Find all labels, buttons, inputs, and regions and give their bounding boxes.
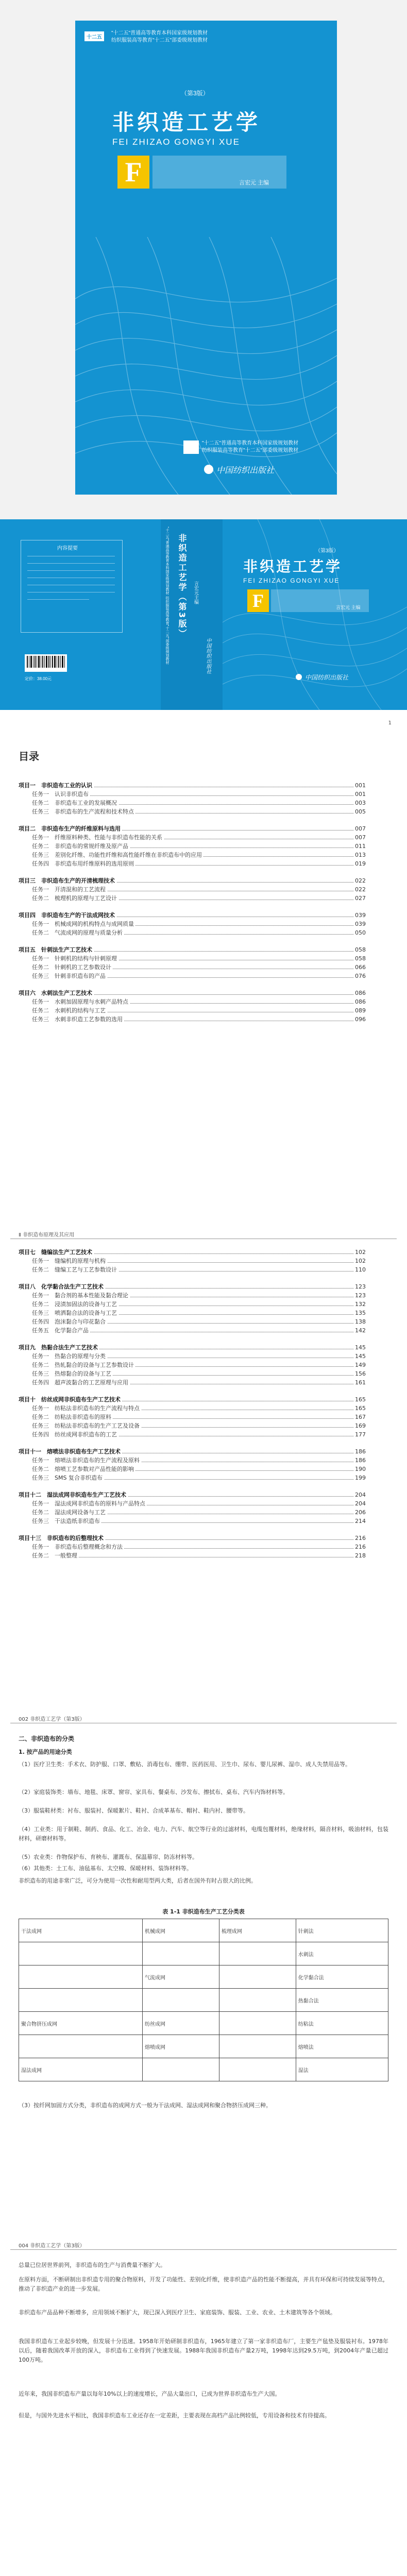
table-row xyxy=(19,1965,388,1989)
toc-entry-label: 任务二 一般整理 xyxy=(32,1552,79,1560)
table-cell: 气流成网 xyxy=(143,1965,219,1989)
toc-entry-label: 任务一 非织造布后整理概念和方法 xyxy=(32,1544,124,1551)
spread-title: 非织造工艺学 xyxy=(243,558,343,575)
toc-task-entry[interactable] xyxy=(0,1258,407,1265)
toc-entry-page: 206 xyxy=(353,1509,366,1516)
spine-series: "十二五"普通高等教育本科国家级规划教材 纺织服装高等教育"十二五"部委级规划教材 xyxy=(165,527,169,665)
toc-project-entry[interactable] xyxy=(0,1283,407,1291)
spread-editor: 言宏元 主编 xyxy=(336,605,361,610)
table-cell xyxy=(19,1965,143,1989)
toc-page-1 xyxy=(0,710,407,1225)
toc-project-entry[interactable] xyxy=(0,1448,407,1455)
toc-entry-label: 任务三 非织造布的生产流程和技术特点 xyxy=(32,808,135,816)
toc-task-entry[interactable] xyxy=(0,852,407,859)
body2-paragraph-2: 在原料方面，不断研制出非织造专用的聚合物原料，开发了功能性、差别化纤维，使非织造产品的性能不断提高，并具有环保和可持续发展等特点，推动了非织造产业的进一步发展。 xyxy=(19,2276,388,2292)
toc-entry-page: 050 xyxy=(353,929,366,937)
toc-entry-label: 任务一 缝编机的原理与机构 xyxy=(32,1258,107,1265)
cover-bottom-logo-icon xyxy=(183,440,199,454)
toc-task-entry[interactable] xyxy=(0,1266,407,1274)
toc-entry-page: 022 xyxy=(353,877,366,885)
toc-entry-page: 214 xyxy=(353,1518,366,1525)
table-cell xyxy=(219,1989,296,2012)
table-cell xyxy=(219,1965,296,1989)
toc-task-entry[interactable] xyxy=(0,791,407,798)
table-row xyxy=(19,1919,388,1942)
body1-paragraph-7: 非织造布的用途非常广泛，可分为使用一次性和耐用型两大类，后者在国外有时占很大的比例。 xyxy=(19,1877,257,1884)
toc-project-entry[interactable] xyxy=(0,877,407,885)
toc-project-entry[interactable] xyxy=(0,1249,407,1256)
cover-publisher: 中国纺织出版社 xyxy=(216,465,275,475)
table-cell: 熔喷成网 xyxy=(143,2035,219,2058)
cover-bottom-line-2: 纺织服装高等教育"十二五"部委级规划教材 xyxy=(202,448,299,453)
body2-paragraph-4: 我国非织造布工业起步较晚，但发展十分迅速。1958年开始研制非织造布，1965年建立了第一家非织造布厂，主要生产毡垫及服装衬布。1978年以后，随着我国改革开放的深入，非织造布工业得到了快速发展。1988年我国非织造布产量2万吨，1998年达到29.5万吨，到2004年产量已超过100万吨。 xyxy=(19,2338,388,2363)
toc-task-entry[interactable] xyxy=(0,1422,407,1430)
toc-task-entry[interactable] xyxy=(0,1301,407,1308)
table-cell: 湿法成网 xyxy=(19,2058,143,2081)
front-cover-section xyxy=(0,0,407,519)
toc-entry-label: 任务二 水刺机的结构与工艺 xyxy=(32,1007,107,1014)
toc-entry-page: 005 xyxy=(353,808,366,816)
toc-task-entry[interactable] xyxy=(0,998,407,1006)
toc-page-2 xyxy=(0,1225,407,1709)
toc-task-entry[interactable] xyxy=(0,860,407,868)
toc-task-entry[interactable] xyxy=(0,1466,407,1473)
toc-task-entry[interactable] xyxy=(0,800,407,807)
toc-entry-label: 项目八 化学黏合法生产工艺技术 xyxy=(19,1283,105,1291)
toc-entry-page: 039 xyxy=(353,912,366,919)
body1-paragraph-4: （4）工业类：用于制鞋、制药、食品、化工、冶金、电力、汽车、航空等行业的过滤材料，电缆包覆材料，绝缘材料，隔音材料，吸油材料，包装材料，研磨材料等。 xyxy=(19,1826,388,1842)
series-line-1: "十二五"普通高等教育本科国家级规划教材 xyxy=(111,30,208,36)
toc-entry-label: 任务二 非织造布的常规纤维及原产品 xyxy=(32,843,130,850)
toc2-page-header: Ⅱ 非织造布原理及其应用 xyxy=(19,1232,75,1238)
toc-project-entry[interactable] xyxy=(0,912,407,919)
toc-entry-label: 任务四 纺丝成网非织造布的工艺 xyxy=(32,1431,118,1438)
toc-task-entry[interactable] xyxy=(0,1431,407,1438)
toc-entry-label: 任务二 湿法成网设备与工艺 xyxy=(32,1509,107,1516)
toc-entry-page: 165 xyxy=(353,1405,366,1412)
toc-task-entry[interactable] xyxy=(0,1370,407,1378)
toc-task-entry[interactable] xyxy=(0,1362,407,1369)
toc-task-entry[interactable] xyxy=(0,1457,407,1464)
toc-project-entry[interactable] xyxy=(0,990,407,997)
cover-swirl-pattern xyxy=(75,237,337,495)
toc-entry-page: 204 xyxy=(353,1500,366,1507)
publisher-logo-icon xyxy=(204,465,213,474)
toc-entry-label: 任务四 超声波黏合的工艺原理与应用 xyxy=(32,1379,130,1386)
toc-entry-label: 任务二 浸渍加固法的设备与工艺 xyxy=(32,1301,118,1308)
body2-paragraph-5: 近年来，我国非织造布产量以每年10%以上的速度增长，产品大量出口，已成为世界非织造布生产大国。 xyxy=(19,2391,281,2397)
table-cell xyxy=(219,2012,296,2035)
toc-entry-label: 任务一 机械成网的机构特点与成网质量 xyxy=(32,921,135,928)
toc-task-entry[interactable] xyxy=(0,886,407,893)
toc-task-entry[interactable] xyxy=(0,1405,407,1412)
toc-entry-label: 任务三 差别化纤维、功能性纤维和高性能纤维在非织造布中的应用 xyxy=(32,852,204,859)
toc-entry-page: 165 xyxy=(353,1396,366,1403)
toc-task-entry[interactable] xyxy=(0,921,407,928)
toc-task-entry[interactable] xyxy=(0,1518,407,1525)
cover-title: 非织造工艺学 xyxy=(112,110,261,135)
toc-project-entry[interactable] xyxy=(0,1344,407,1351)
spread-pinyin: FEI ZHIZAO GONGYI XUE xyxy=(243,577,340,584)
toc-task-entry[interactable] xyxy=(0,1500,407,1507)
body-page-002 xyxy=(0,1709,407,2236)
table-cell xyxy=(19,2035,143,2058)
toc-entry-label: 任务二 热轧黏合的设备与工艺参数设计 xyxy=(32,1362,135,1369)
table-cell: 聚合物挤压成网 xyxy=(19,2012,143,2035)
toc-entry-page: 011 xyxy=(353,843,366,850)
toc-entry-page: 123 xyxy=(353,1292,366,1299)
toc-entry-label: 项目四 非织造布生产的干法成网技术 xyxy=(19,912,116,919)
book-spine xyxy=(161,519,223,710)
book-cover-front xyxy=(75,21,337,495)
toc-task-entry[interactable] xyxy=(0,1475,407,1482)
toc-entry-label: 项目十二 湿法成网非织造布生产工艺技术 xyxy=(19,1492,128,1499)
toc-entry-label: 项目一 非织造布工业的认识 xyxy=(19,782,94,789)
back-summary-label: 内容提要 xyxy=(57,546,78,551)
table-row xyxy=(19,2035,388,2058)
table-cell: 湿法 xyxy=(296,2058,388,2081)
toc-entry-page: 007 xyxy=(353,834,366,841)
toc-entry-page: 216 xyxy=(353,1535,366,1542)
toc-project-entry[interactable] xyxy=(0,946,407,954)
toc-entry-page: 132 xyxy=(353,1301,366,1308)
isbn-barcode xyxy=(25,654,67,672)
toc-entry-page: 186 xyxy=(353,1448,366,1455)
toc-entry-page: 218 xyxy=(353,1552,366,1560)
toc-entry-label: 任务二 熔喷工艺参数对产品性能的影响 xyxy=(32,1466,135,1473)
toc-entry-page: 142 xyxy=(353,1327,366,1334)
table-cell: 纺丝成网 xyxy=(143,2012,219,2035)
toc-entry-page: 149 xyxy=(353,1362,366,1369)
toc-entry-label: 任务一 熔喷法非织造布的生产流程及原料 xyxy=(32,1457,141,1464)
toc-entry-page: 177 xyxy=(353,1431,366,1438)
body-page-004 xyxy=(0,2236,407,2576)
table-cell xyxy=(143,1942,219,1965)
table-cell xyxy=(143,2058,219,2081)
toc-entry-page: 169 xyxy=(353,1422,366,1430)
toc-entry-label: 任务二 梳理机的原理与工艺设计 xyxy=(32,895,118,902)
toc-task-entry[interactable] xyxy=(0,955,407,962)
toc-entry-label: 任务四 非织造布用纤维原料的选用原则 xyxy=(32,860,135,868)
spread-publisher-logo-icon xyxy=(296,674,302,680)
toc-entry-page: 167 xyxy=(353,1414,366,1421)
toc-entry-page: 145 xyxy=(353,1344,366,1351)
toc-task-entry[interactable] xyxy=(0,973,407,980)
toc-entry-page: 204 xyxy=(353,1492,366,1499)
toc-entry-page: 001 xyxy=(353,782,366,789)
toc-entry-label: 任务一 水刺加固原理与水刺产品特点 xyxy=(32,998,130,1006)
toc-entry-page: 190 xyxy=(353,1466,366,1473)
toc-entry-page: 216 xyxy=(353,1544,366,1551)
series-line-2: 纺织服装高等教育"十二五"部委级规划教材 xyxy=(111,38,208,43)
cover-bottom-line-1: "十二五"普通高等教育本科国家级规划教材 xyxy=(202,440,299,446)
toc-entry-page: 086 xyxy=(353,998,366,1006)
section-heading: 二、非织造布的分类 xyxy=(19,1735,75,1742)
toc-task-entry[interactable] xyxy=(0,1292,407,1299)
table-cell: 热黏合法 xyxy=(296,1989,388,2012)
toc-project-entry[interactable] xyxy=(0,782,407,789)
table-caption: 表 1-1 非织造布生产工艺分类表 xyxy=(162,1908,245,1915)
toc-entry-page: 156 xyxy=(353,1370,366,1378)
toc-project-entry[interactable] xyxy=(0,1492,407,1499)
toc-entry-label: 任务五 化学黏合产品 xyxy=(32,1327,90,1334)
toc-task-entry[interactable] xyxy=(0,843,407,850)
toc-entry-label: 任务三 SMS 复合非织造布 xyxy=(32,1475,104,1482)
toc-entry-label: 项目五 针刺法生产工艺技术 xyxy=(19,946,94,954)
toc-entry-page: 013 xyxy=(353,852,366,859)
toc-task-entry[interactable] xyxy=(0,1327,407,1334)
toc-entry-page: 058 xyxy=(353,946,366,954)
toc-entry-page: 089 xyxy=(353,1007,366,1014)
table-cell xyxy=(19,1942,143,1965)
toc-entry-page: 003 xyxy=(353,800,366,807)
process-classification-table xyxy=(19,1919,388,2081)
toc-task-entry[interactable] xyxy=(0,1016,407,1023)
toc-entry-page: 007 xyxy=(353,825,366,833)
body2-header-rule xyxy=(10,2249,397,2250)
spread-publisher: 中国纺织出版社 xyxy=(305,674,349,681)
spread-front-cover xyxy=(223,519,407,710)
toc-entry-label: 任务一 热黏合的原理与分类 xyxy=(32,1353,107,1360)
body1-paragraph-1: （1）医疗卫生类：手术衣、防护服、口罩、敷贴、消毒包布、绷带、医药医用、卫生巾、尿布、婴儿尿裤、湿巾、成人失禁用品等。 xyxy=(19,1761,351,1768)
toc-entry-page: 076 xyxy=(353,973,366,980)
body1-paragraph-3: （3）服装鞋材类：衬布、服装衬、保暖絮片、鞋衬、合成革基布、帽衬、鞋内衬、腰带等。 xyxy=(19,1807,249,1814)
body1-paragraph-5: （5）农业类：作物保护布、育秧布、灌溉布、保温幕帘、防冻材料等。 xyxy=(19,1854,198,1860)
toc-entry-label: 任务一 开清混和的工艺流程 xyxy=(32,886,107,893)
toc-entry-label: 任务三 热熔黏合的设备与工艺 xyxy=(32,1370,113,1378)
body1-note: （3）按纤网加固方式分类，非织造布的成网方式一般为干法成网、湿法成网和聚合物挤压成网三种。 xyxy=(19,2102,272,2109)
toc-entry-label: 任务一 针刺机的结构与针刺原理 xyxy=(32,955,118,962)
table-row xyxy=(19,1989,388,2012)
full-cover-spread xyxy=(0,519,407,710)
toc-project-entry[interactable] xyxy=(0,1535,407,1542)
table-cell: 化学黏合法 xyxy=(296,1965,388,1989)
toc-page-marker: 1 xyxy=(388,720,392,726)
series-badge xyxy=(84,31,104,41)
toc-entry-label: 项目九 热黏合法生产工艺技术 xyxy=(19,1344,99,1351)
table-cell: 纺粘法 xyxy=(296,2012,388,2035)
toc-entry-label: 任务三 喷洒黏合法的设备与工艺 xyxy=(32,1310,118,1317)
toc-entry-label: 任务四 泡沫黏合与印花黏合 xyxy=(32,1318,107,1326)
toc-task-entry[interactable] xyxy=(0,929,407,937)
cover-edition: （第3版） xyxy=(181,90,209,97)
toc-project-entry[interactable] xyxy=(0,1396,407,1403)
toc-task-entry[interactable] xyxy=(0,808,407,816)
table-cell: 梳理成网 xyxy=(219,1919,296,1942)
body1-paragraph-2: （2）家庭装饰类：墙布、地毯、床罩、窗帘、家具布、餐桌布、沙发布、擦拭布、桌布、汽车内饰材料等。 xyxy=(19,1789,289,1795)
toc-entry-label: 项目十 纺丝成网非织造布生产工艺技术 xyxy=(19,1396,122,1403)
table-cell: 熔喷法 xyxy=(296,2035,388,2058)
table-row xyxy=(19,1942,388,1965)
toc-task-entry[interactable] xyxy=(0,1509,407,1516)
toc-entry-label: 任务一 湿法成网非织造布的原料与产品特点 xyxy=(32,1500,147,1507)
toc-heading: 目录 xyxy=(19,750,39,762)
toc-entry-label: 任务二 非织造布工业的发展概况 xyxy=(32,800,118,807)
toc-entry-label: 任务一 黏合剂的基本性能及黏合理论 xyxy=(32,1292,130,1299)
toc-entry-page: 123 xyxy=(353,1283,366,1291)
cover-letter-badge: F xyxy=(117,156,149,189)
sub-heading: 1. 按产品的用途分类 xyxy=(19,1749,72,1755)
table-cell: 针刺法 xyxy=(296,1919,388,1942)
body2-paragraph-6: 但是，与国外先进水平相比，我国非织造布工业还存在一定差距，主要表现在高档产品比例较低，专用设备和技术有待提高。 xyxy=(19,2412,330,2419)
table-cell: 干法成网 xyxy=(19,1919,143,1942)
back-cover xyxy=(0,519,161,710)
table-cell xyxy=(219,1942,296,1965)
table-row xyxy=(19,2058,388,2081)
toc-entry-label: 项目三 非织造布生产的开清梳理技术 xyxy=(19,877,116,885)
toc-entry-label: 项目十三 非织造布的后整理技术 xyxy=(19,1535,105,1542)
body1-page-header: 002 非织造工艺学（第3版） xyxy=(19,1717,85,1722)
table-row xyxy=(19,2012,388,2035)
toc-task-entry[interactable] xyxy=(0,1414,407,1421)
toc-entry-page: 161 xyxy=(353,1379,366,1386)
toc-entry-page: 199 xyxy=(353,1475,366,1482)
table-cell xyxy=(19,1989,143,2012)
toc-entry-page: 102 xyxy=(353,1249,366,1256)
toc-entry-label: 任务三 水刺非织造工艺参数的选用 xyxy=(32,1016,124,1023)
toc-entry-page: 110 xyxy=(353,1266,366,1274)
toc-entry-page: 096 xyxy=(353,1016,366,1023)
spread-edition: （第3版） xyxy=(315,548,339,554)
toc-task-entry[interactable] xyxy=(0,1318,407,1326)
toc-task-entry[interactable] xyxy=(0,1007,407,1014)
spine-title: 非织造工艺学（第3版） xyxy=(177,534,187,639)
table-cell: 水刺法 xyxy=(296,1942,388,1965)
toc-entry-label: 任务二 气流成网的原理与质量分析 xyxy=(32,929,124,937)
toc-entry-page: 001 xyxy=(353,791,366,798)
table-cell: 机械成网 xyxy=(143,1919,219,1942)
toc-entry-label: 任务一 认识非织造布 xyxy=(32,791,90,798)
back-summary-box xyxy=(21,540,123,633)
toc-entry-page: 022 xyxy=(353,886,366,893)
toc-entry-page: 019 xyxy=(353,860,366,868)
toc-entry-label: 项目十一 熔喷法非织造布生产工艺技术 xyxy=(19,1448,122,1455)
toc-task-entry[interactable] xyxy=(0,964,407,971)
body1-paragraph-6: （6）其他类：土工布、油毡基布、太空棉、保暖材料、装饰材料等。 xyxy=(19,1865,192,1872)
toc-entry-label: 项目七 缝编法生产工艺技术 xyxy=(19,1249,94,1256)
toc-entry-label: 任务二 缝编工艺与工艺参数设计 xyxy=(32,1266,118,1274)
cover-pinyin: FEI ZHIZAO GONGYI XUE xyxy=(112,137,240,147)
table-cell xyxy=(143,1989,219,2012)
toc-task-entry[interactable] xyxy=(0,1310,407,1317)
body2-page-header: 004 非织造工艺学（第3版） xyxy=(19,2243,85,2249)
spread-letter-badge: F xyxy=(247,589,269,612)
toc-task-entry[interactable] xyxy=(0,1379,407,1386)
toc-task-entry[interactable] xyxy=(0,1353,407,1360)
toc-entry-label: 项目二 非织造布生产的纤维原料与选用 xyxy=(19,825,122,833)
spine-publisher: 中国纺织出版社 xyxy=(205,638,211,674)
toc-entry-label: 任务三 干法造纸非织造布 xyxy=(32,1518,101,1525)
toc-task-entry[interactable] xyxy=(0,895,407,902)
toc-entry-label: 任务一 纤维原料种类、性能与非织造布性能的关系 xyxy=(32,834,164,841)
toc-entry-page: 145 xyxy=(353,1353,366,1360)
body2-paragraph-3: 非织造布产品品种不断增多，应用领域不断扩大，现已深入到医疗卫生、家庭装饰、服装、工业、农业、土木建筑等各个领域。 xyxy=(19,2309,336,2316)
toc-entry-label: 项目六 水刺法生产工艺技术 xyxy=(19,990,94,997)
cover-editor: 言宏元 主编 xyxy=(239,180,269,186)
toc-entry-page: 135 xyxy=(353,1310,366,1317)
toc-entry-label: 任务三 针刺非织造布的产品 xyxy=(32,973,107,980)
toc-entry-label: 任务二 纺粘法非织造布的原料 xyxy=(32,1414,113,1421)
toc-task-entry[interactable] xyxy=(0,834,407,841)
toc-entry-page: 102 xyxy=(353,1258,366,1265)
toc-entry-label: 任务一 纺粘法非织造布的生产流程与特点 xyxy=(32,1405,141,1412)
series-logo: 十二五 xyxy=(84,31,104,41)
toc-task-entry[interactable] xyxy=(0,1552,407,1560)
toc-entry-page: 086 xyxy=(353,990,366,997)
toc-entry-page: 186 xyxy=(353,1457,366,1464)
body2-paragraph-1: 总量已位居世界前列，非织造布的生产与消费量不断扩大。 xyxy=(19,2262,166,2268)
toc-project-entry[interactable] xyxy=(0,825,407,833)
toc-entry-label: 任务二 针刺机的工艺参数设计 xyxy=(32,964,113,971)
toc-entry-page: 138 xyxy=(353,1318,366,1326)
toc-entry-page: 066 xyxy=(353,964,366,971)
table-cell xyxy=(219,2058,296,2081)
table-cell xyxy=(219,2035,296,2058)
spine-editor: 言宏元主编 xyxy=(193,581,198,604)
price-label: 定价：38.00元 xyxy=(25,676,52,681)
toc-entry-label: 任务三 纺粘法非织造布的生产工艺及设备 xyxy=(32,1422,141,1430)
toc-entry-page: 058 xyxy=(353,955,366,962)
toc-entry-page: 039 xyxy=(353,921,366,928)
toc-entry-page: 027 xyxy=(353,895,366,902)
toc-task-entry[interactable] xyxy=(0,1544,407,1551)
